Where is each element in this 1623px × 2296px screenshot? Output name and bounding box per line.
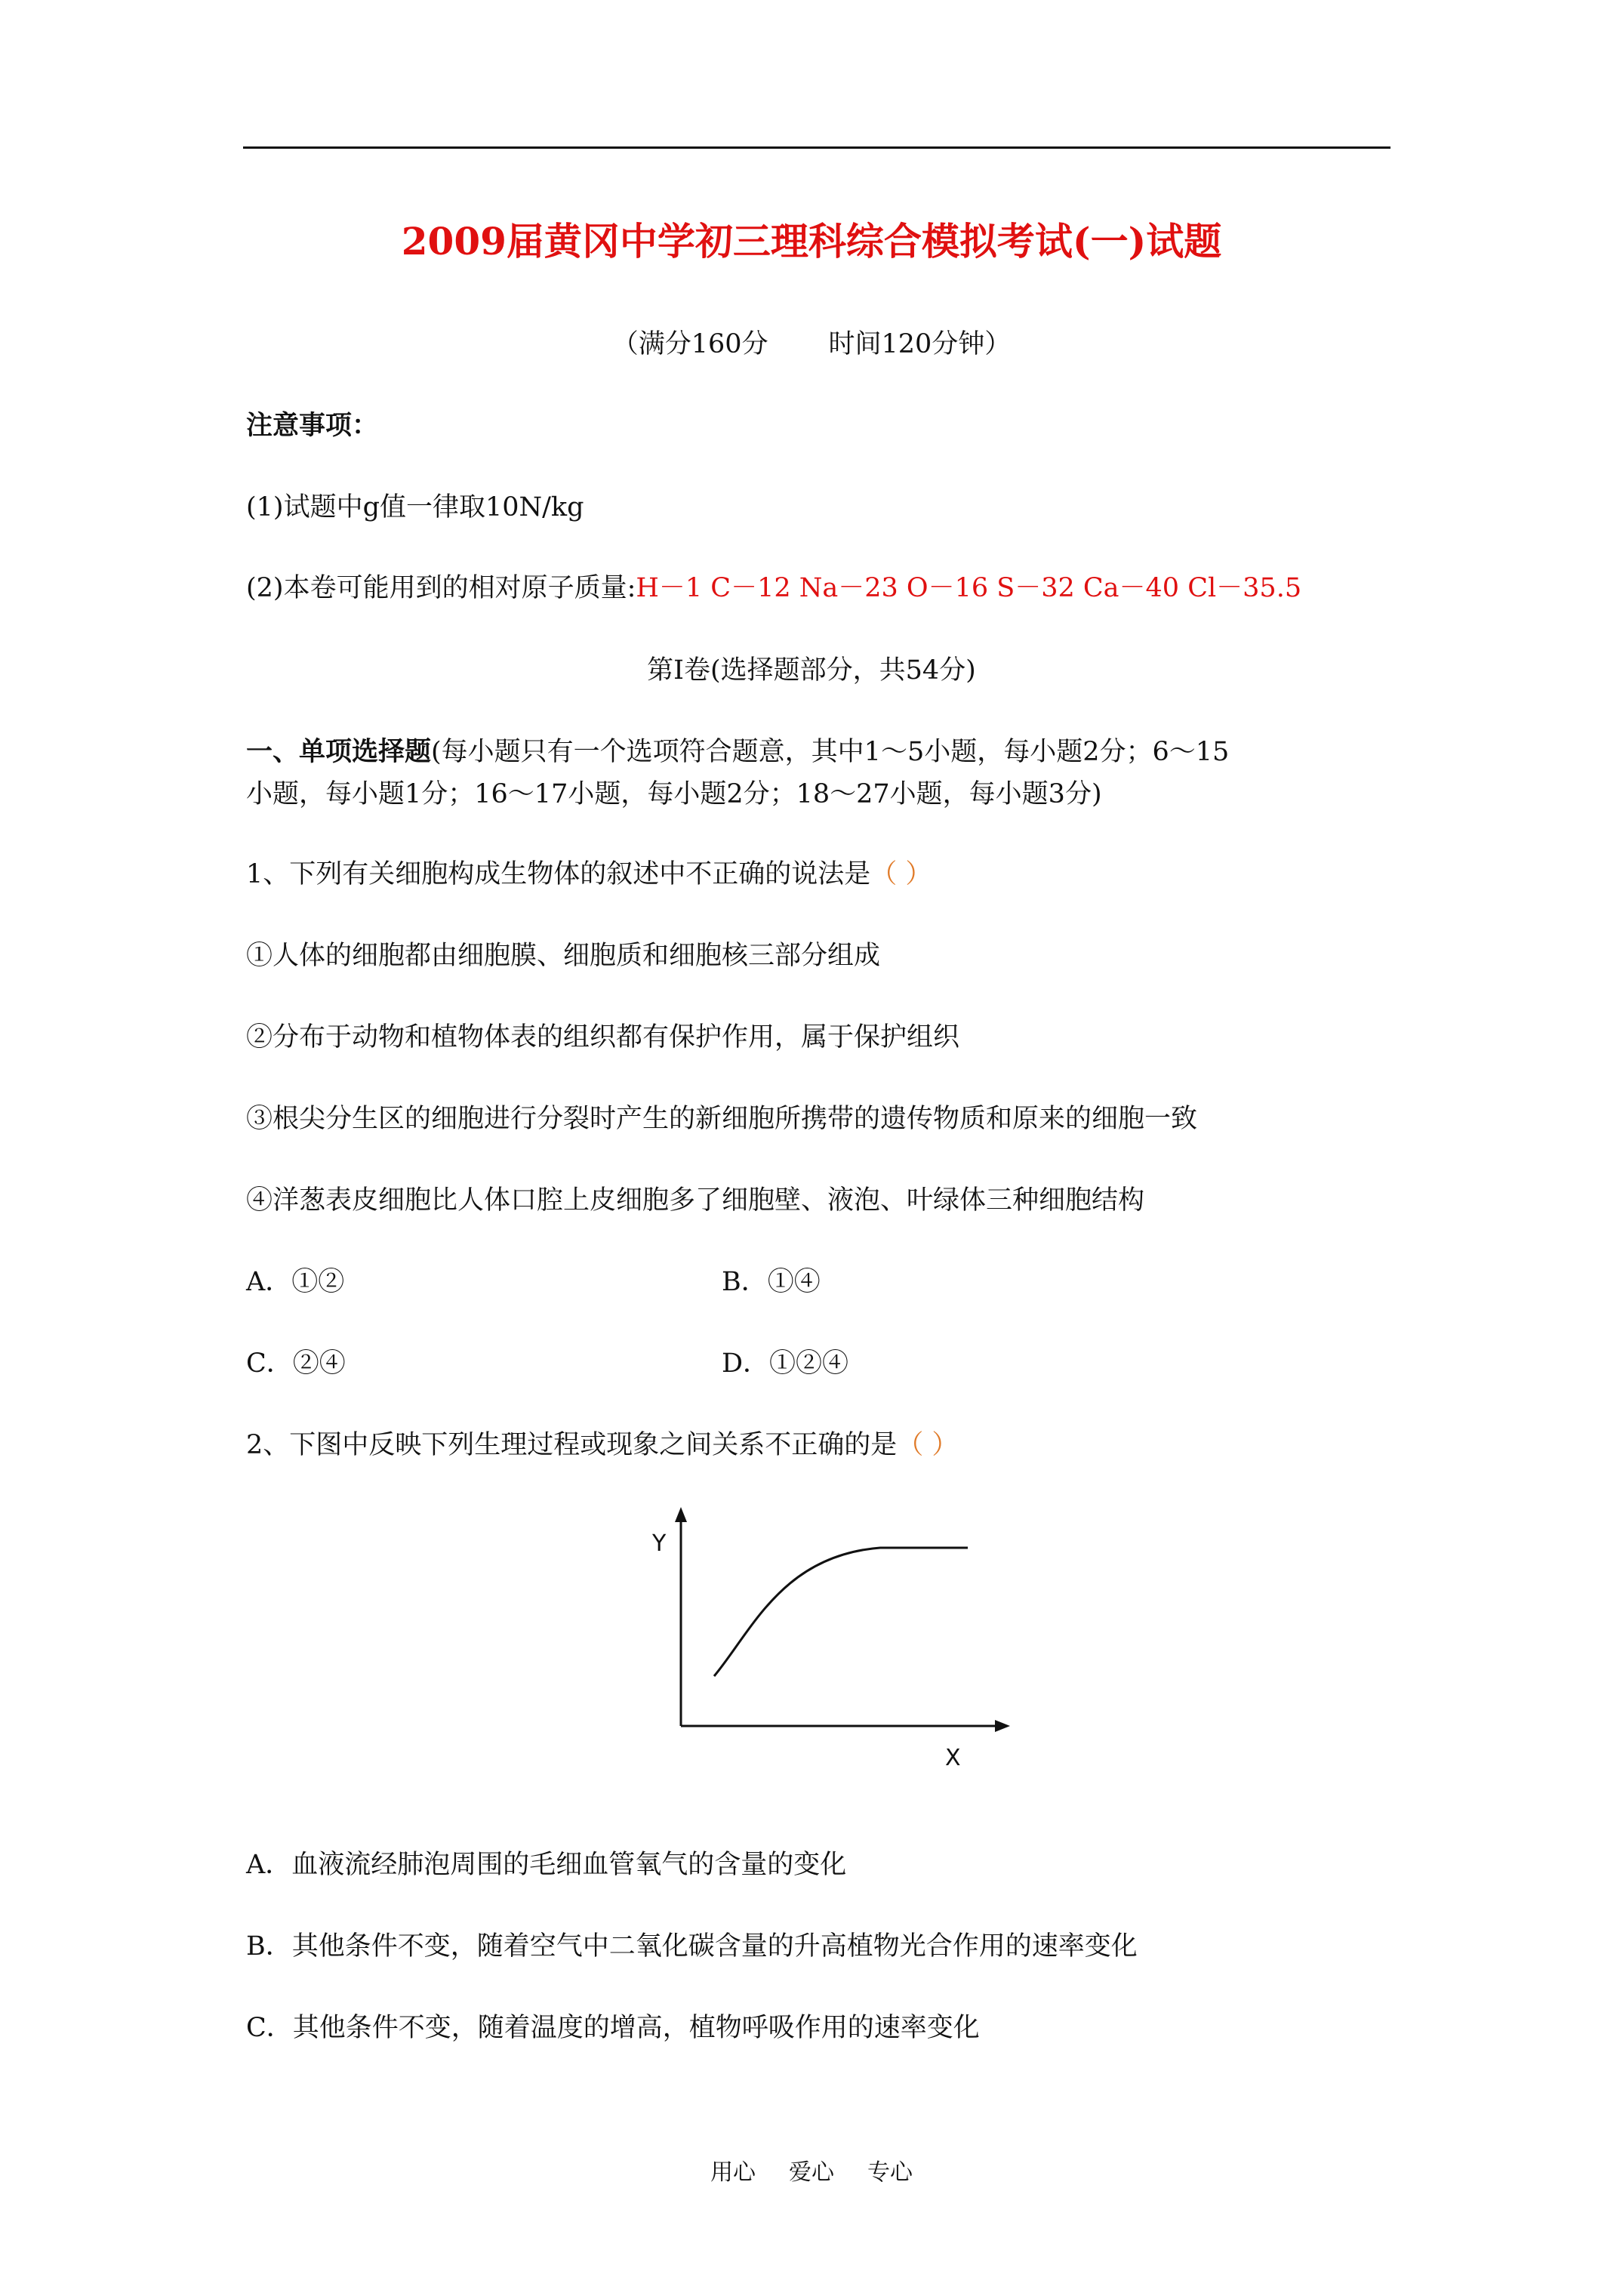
exam-time: 时间120分钟） (828, 329, 1012, 359)
x-axis-arrow (995, 1720, 1010, 1732)
header-rule (243, 146, 1390, 149)
exam-title: 2009届黄冈中学初三理科综合模拟考试(一)试题 (401, 219, 1222, 264)
part-heading: 一、单项选择题 (246, 736, 432, 767)
q1-option-a: A．①② (246, 1267, 345, 1297)
note-item-2-prefix: (2)本卷可能用到的相对原子质量: (246, 573, 636, 603)
part-desc-line1: (每小题只有一个选项符合题意，其中1～5小题，每小题2分；6～15 (431, 737, 1230, 767)
question-1-stem (246, 856, 932, 892)
section-title: 第Ⅰ卷(选择题部分，共54分) (647, 655, 976, 686)
atomic-masses: H－1 C－12 Na－23 O－16 S－32 Ca－40 Cl－35.5 (636, 573, 1302, 603)
q1-statement: ②分布于动物和植物体表的组织都有保护作用，属于保护组织 (246, 1022, 960, 1052)
q1-answer-paren: （ ） (870, 859, 932, 889)
q1-option-c: C．②④ (246, 1348, 346, 1379)
q2-option-b: B．其他条件不变，随着空气中二氧化碳含量的升高植物光合作用的速率变化 (246, 1931, 1138, 1962)
footer-part: 用心 (710, 2159, 756, 2186)
notes-heading: 注意事项： (246, 410, 379, 441)
q1-stem-text: 1、下列有关细胞构成生物体的叙述中不正确的说法是 (246, 859, 871, 889)
note-item-1: (1)试题中g值一律取10N/kg (246, 492, 584, 522)
q2-stem-text: 2、下图中反映下列生理过程或现象之间关系不正确的是 (246, 1430, 898, 1460)
part-instructions-line2: 小题，每小题1分；16～17小题，每小题2分；18～27小题，每小题3分) (246, 779, 1102, 809)
q2-option-a: A．血液流经肺泡周围的毛细血管氧气的含量的变化 (246, 1850, 847, 1880)
q1-option-b: B．①④ (722, 1267, 821, 1297)
exam-subtitle (0, 326, 1623, 362)
q2-option-c: C．其他条件不变，随着温度的增高，植物呼吸作用的速率变化 (246, 2013, 980, 2043)
page-footer (0, 2158, 1623, 2188)
full-score: （满分160分 (611, 329, 768, 359)
q1-statement: ④洋葱表皮细胞比人体口腔上皮细胞多了细胞壁、液泡、叶绿体三种细胞结构 (246, 1185, 1145, 1216)
q2-answer-paren: （ ） (897, 1430, 959, 1460)
xy-curve-figure (631, 1502, 1024, 1782)
footer-part: 爱心 (789, 2159, 834, 2186)
x-axis-label: X (945, 1745, 961, 1771)
footer-part: 专心 (867, 2159, 913, 2186)
note-item-2 (246, 570, 1301, 606)
y-axis-label: Y (652, 1530, 667, 1557)
q1-statement: ①人体的细胞都由细胞膜、细胞质和细胞核三部分组成 (246, 941, 881, 971)
q1-option-d: D．①②④ (722, 1348, 849, 1379)
q1-statement: ③根尖分生区的细胞进行分裂时产生的新细胞所携带的遗传物质和原来的细胞一致 (246, 1104, 1198, 1134)
question-2-stem (246, 1427, 958, 1463)
y-axis-arrow (675, 1507, 687, 1522)
part-instructions-line1 (246, 734, 1229, 770)
saturation-curve (714, 1548, 968, 1676)
